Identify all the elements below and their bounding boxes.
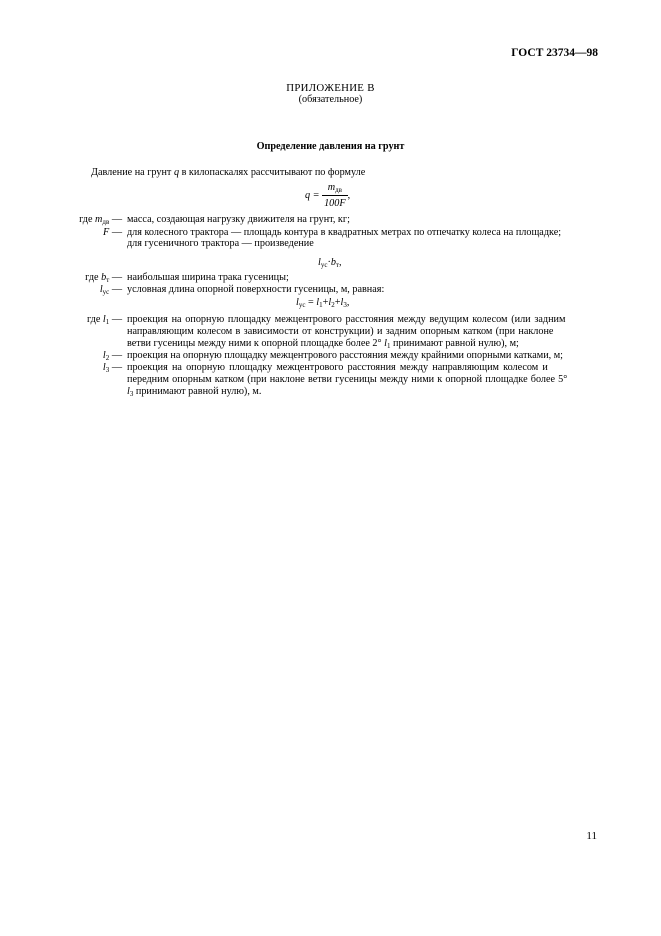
page-number: 11	[586, 830, 597, 842]
where-def-l3-line3: $l_3$ принимают равной нулю), м.	[127, 386, 262, 398]
formula1-num-sub: дв	[335, 186, 342, 194]
where-term-l3: $l_3$ —	[102, 362, 122, 374]
intro-pre: Давление на грунт	[91, 167, 174, 178]
formula1-den: 100F	[324, 198, 346, 209]
standard-number: ГОСТ 23734—98	[511, 47, 598, 59]
where-def-lus: условная длина опорной поверхности гусеницы, м, равная:	[127, 284, 385, 295]
where-term-mdv: где $m_{дв}$ —	[79, 214, 122, 226]
where-term-bt: где $b_т$ —	[85, 272, 122, 284]
formula1-tail: ,	[347, 190, 351, 201]
where-def-F-line2: для гусеничного трактора — произведение	[127, 238, 314, 249]
formula-pressure	[305, 181, 350, 210]
where-def-mdv: масса, создающая нагрузку движителя на грунт, кг;	[127, 214, 350, 225]
intro-paragraph	[91, 166, 365, 179]
where-def-l2: проекция на опорную площадку межцентрового расстояния между крайними опорными катками, м;	[127, 350, 564, 361]
where-term-l2: $l_2$ —	[102, 350, 122, 362]
where-term-lus: $l_{ус}$ —	[99, 284, 122, 296]
appendix-status: (обязательное)	[298, 94, 363, 105]
appendix-title: ПРИЛОЖЕНИЕ В	[286, 82, 375, 94]
where-def-l1-line1: проекция на опорную площадку межцентрового расстояния между ведущим колесом (или задним	[127, 314, 566, 325]
where-term-l1: где $l_1$ —	[86, 314, 122, 326]
where-def-l3-line2: передним опорным катком (при наклоне ветви гусеницы между ними к опорной площадке более 5°	[127, 374, 568, 385]
where-def-l1-line2: направляющим колесом в зависимости от конструкции) и задним опорным катком (при наклоне	[127, 326, 554, 337]
formula1-lhs: q =	[305, 190, 320, 201]
where-term-F: F —	[103, 227, 122, 238]
formula-product: $l_{ус}\cdot b_т$,	[318, 257, 342, 269]
where-def-l1-line3: ветви гусеницы между ними к опорной площадке более 2° $l_1$ принимают равной нулю), м;	[127, 338, 519, 350]
formula1-fraction	[322, 181, 348, 210]
formula-length: $l_{ус} = l_1+l_2+l_3$,	[296, 297, 350, 309]
formula1-num-var: m	[327, 182, 336, 193]
where-def-F-line1: для колесного трактора — площадь контура в квадратных метрах по отпечатку колеса на площадке;	[127, 227, 562, 238]
where-def-bt: наибольшая ширина трака гусеницы;	[127, 272, 289, 283]
intro-var: q	[173, 167, 180, 178]
intro-post: в килопаскалях рассчитывают по формуле	[179, 167, 366, 178]
section-title: Определение давления на грунт	[256, 141, 405, 152]
where-def-l3-line1: проекция на опорную площадку межцентрового расстояния между направляющим колесом и	[127, 362, 548, 373]
